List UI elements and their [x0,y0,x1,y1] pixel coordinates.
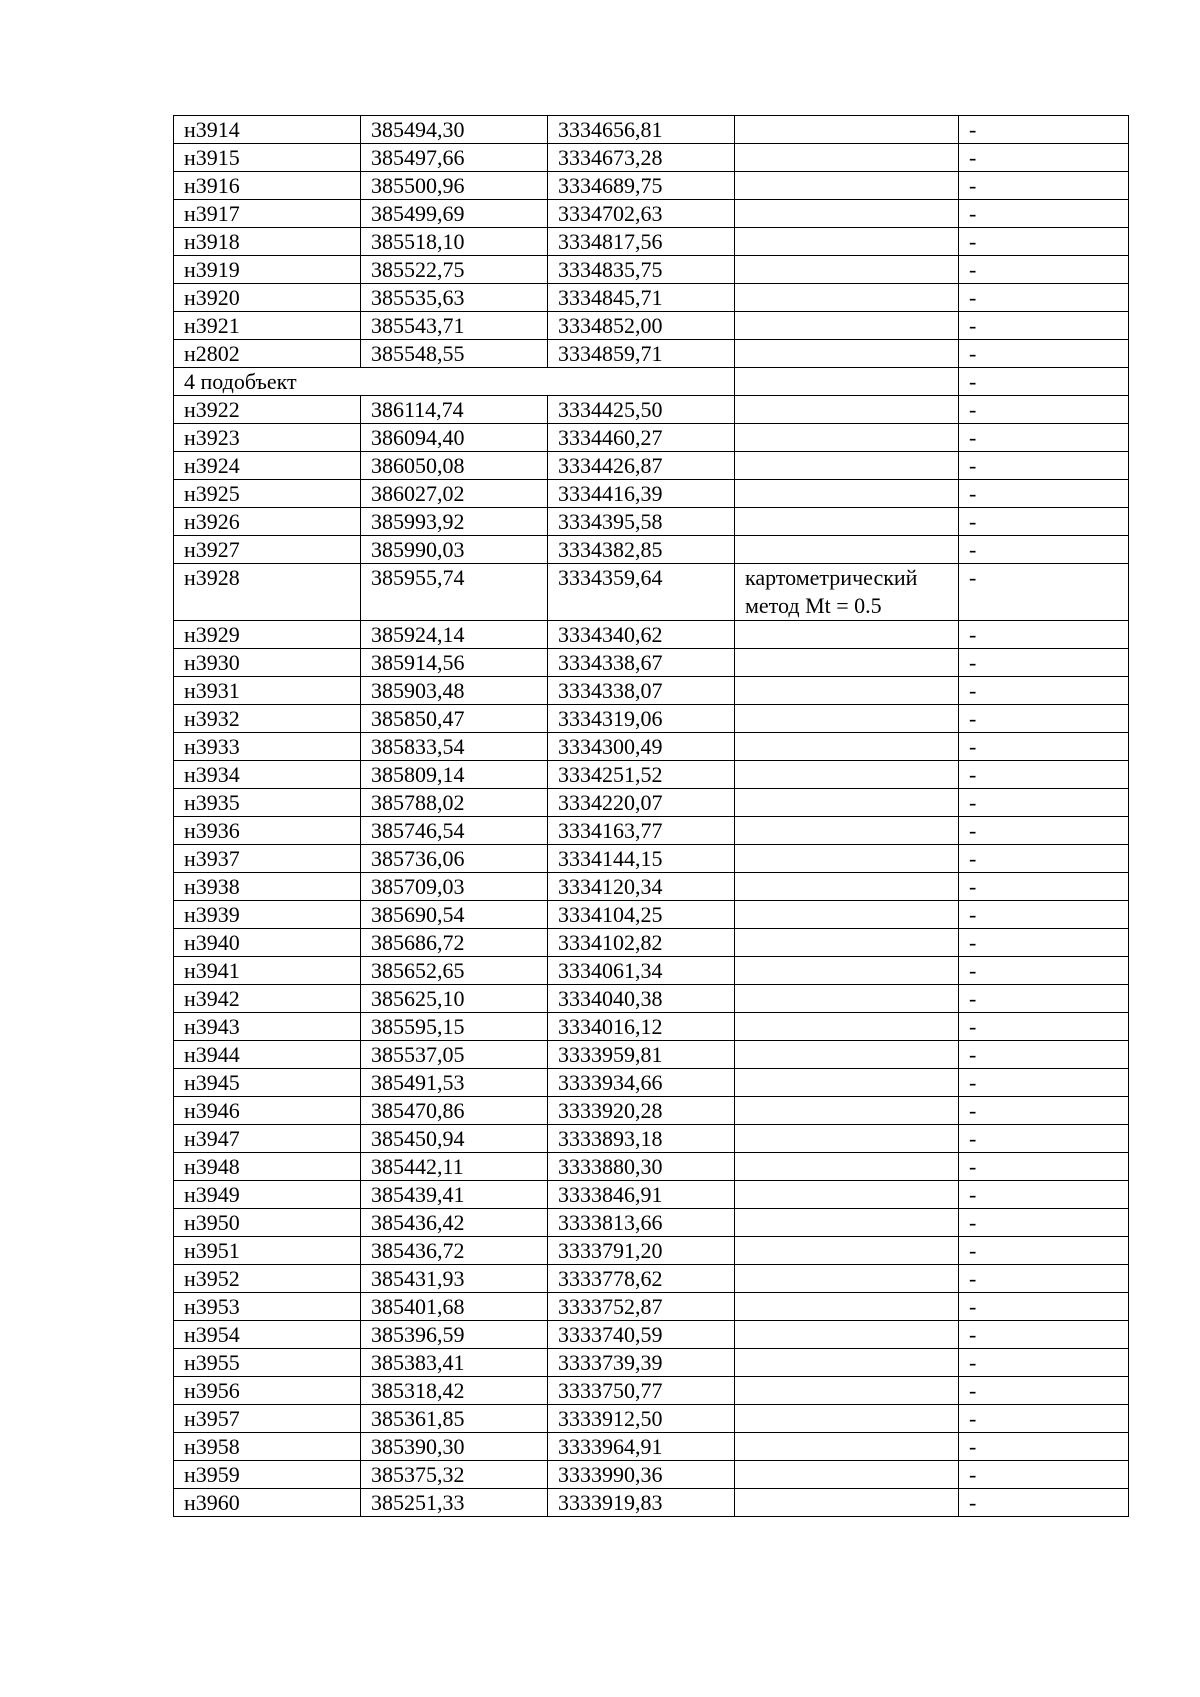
x-coordinate-cell: 385318,42 [361,1377,548,1405]
method-note-cell [735,172,959,200]
section-label-cell: 4 подобъект [174,368,735,396]
x-coordinate-cell: 385500,96 [361,172,548,200]
y-coordinate-cell: 3334144,15 [548,845,735,873]
point-name-cell: н3945 [174,1069,361,1097]
y-coordinate-cell: 3334460,27 [548,424,735,452]
x-coordinate-cell: 385390,30 [361,1433,548,1461]
table-row [174,1321,1129,1349]
x-coordinate-cell: 385522,75 [361,256,548,284]
point-name-cell: н3929 [174,621,361,649]
point-name-cell: н3954 [174,1321,361,1349]
method-note-cell [735,256,959,284]
y-coordinate-cell: 3333778,62 [548,1265,735,1293]
dash-cell: - [959,1293,1129,1321]
table-row [174,789,1129,817]
table-row [174,957,1129,985]
dash-cell: - [959,284,1129,312]
table-row [174,1153,1129,1181]
dash-cell: - [959,480,1129,508]
method-note-cell [735,480,959,508]
method-note-cell [735,144,959,172]
dash-cell: - [959,1405,1129,1433]
coordinates-table [173,115,1129,1517]
x-coordinate-cell: 386027,02 [361,480,548,508]
table-row [174,845,1129,873]
x-coordinate-cell: 385537,05 [361,1041,548,1069]
dash-cell: - [959,536,1129,564]
method-note-cell [735,1377,959,1405]
point-name-cell: н3947 [174,1125,361,1153]
x-coordinate-cell: 385543,71 [361,312,548,340]
method-note-cell [735,789,959,817]
method-note-cell [735,761,959,789]
x-coordinate-cell: 385361,85 [361,1405,548,1433]
x-coordinate-cell: 385548,55 [361,340,548,368]
dash-cell: - [959,452,1129,480]
point-name-cell: н3930 [174,649,361,677]
y-coordinate-cell: 3333739,39 [548,1349,735,1377]
method-note-cell [735,396,959,424]
dash-cell: - [959,116,1129,144]
method-note-cell [735,1349,959,1377]
method-note-cell [735,1237,959,1265]
method-note-cell [735,340,959,368]
y-coordinate-cell: 3334395,58 [548,508,735,536]
x-coordinate-cell: 385470,86 [361,1097,548,1125]
point-name-cell: н3935 [174,789,361,817]
x-coordinate-cell: 385595,15 [361,1013,548,1041]
table-row [174,733,1129,761]
x-coordinate-cell: 385491,53 [361,1069,548,1097]
point-name-cell: н3952 [174,1265,361,1293]
point-name-cell: н3934 [174,761,361,789]
table-row [174,1349,1129,1377]
y-coordinate-cell: 3334300,49 [548,733,735,761]
table-row [174,1069,1129,1097]
table-row [174,228,1129,256]
y-coordinate-cell: 3333912,50 [548,1405,735,1433]
table-row [174,284,1129,312]
y-coordinate-cell: 3333813,66 [548,1209,735,1237]
table-row [174,424,1129,452]
dash-cell: - [959,564,1129,621]
dash-cell: - [959,1377,1129,1405]
y-coordinate-cell: 3333964,91 [548,1433,735,1461]
point-name-cell: н3914 [174,116,361,144]
x-coordinate-cell: 385494,30 [361,116,548,144]
y-coordinate-cell: 3334859,71 [548,340,735,368]
y-coordinate-cell: 3333740,59 [548,1321,735,1349]
method-note-cell [735,957,959,985]
x-coordinate-cell: 385746,54 [361,817,548,845]
table-row [174,1013,1129,1041]
table-row [174,340,1129,368]
dash-cell: - [959,1321,1129,1349]
y-coordinate-cell: 3334852,00 [548,312,735,340]
dash-cell: - [959,1461,1129,1489]
table-row [174,677,1129,705]
dash-cell: - [959,901,1129,929]
x-coordinate-cell: 385788,02 [361,789,548,817]
y-coordinate-cell: 3333919,83 [548,1489,735,1517]
table-row [174,452,1129,480]
dash-cell: - [959,1125,1129,1153]
x-coordinate-cell: 385383,41 [361,1349,548,1377]
table-row [174,873,1129,901]
table-row [174,1237,1129,1265]
y-coordinate-cell: 3334338,07 [548,677,735,705]
x-coordinate-cell: 385690,54 [361,901,548,929]
method-note-cell [735,649,959,677]
y-coordinate-cell: 3334104,25 [548,901,735,929]
dash-cell: - [959,1041,1129,1069]
method-note-cell [735,1265,959,1293]
method-note-cell [735,1069,959,1097]
dash-cell: - [959,172,1129,200]
point-name-cell: н3921 [174,312,361,340]
dash-cell: - [959,845,1129,873]
dash-cell: - [959,1349,1129,1377]
y-coordinate-cell: 3334040,38 [548,985,735,1013]
table-row [174,1293,1129,1321]
point-name-cell: н3931 [174,677,361,705]
dash-cell: - [959,368,1129,396]
point-name-cell: н2802 [174,340,361,368]
dash-cell: - [959,424,1129,452]
x-coordinate-cell: 385914,56 [361,649,548,677]
method-note-cell [735,508,959,536]
table-row [174,1041,1129,1069]
point-name-cell: н3924 [174,452,361,480]
table-row [174,508,1129,536]
y-coordinate-cell: 3334163,77 [548,817,735,845]
table-row [174,985,1129,1013]
x-coordinate-cell: 385652,65 [361,957,548,985]
point-name-cell: н3946 [174,1097,361,1125]
point-name-cell: н3927 [174,536,361,564]
dash-cell: - [959,1097,1129,1125]
point-name-cell: н3933 [174,733,361,761]
method-note-cell [735,536,959,564]
point-name-cell: н3950 [174,1209,361,1237]
point-name-cell: н3923 [174,424,361,452]
x-coordinate-cell: 385993,92 [361,508,548,536]
method-note-cell [735,1293,959,1321]
table-row [174,312,1129,340]
x-coordinate-cell: 385709,03 [361,873,548,901]
x-coordinate-cell: 385450,94 [361,1125,548,1153]
dash-cell: - [959,929,1129,957]
y-coordinate-cell: 3334016,12 [548,1013,735,1041]
x-coordinate-cell: 385497,66 [361,144,548,172]
y-coordinate-cell: 3334689,75 [548,172,735,200]
y-coordinate-cell: 3334817,56 [548,228,735,256]
dash-cell: - [959,1265,1129,1293]
point-name-cell: н3919 [174,256,361,284]
x-coordinate-cell: 385850,47 [361,705,548,733]
point-name-cell: н3918 [174,228,361,256]
table-row [174,1433,1129,1461]
x-coordinate-cell: 385833,54 [361,733,548,761]
point-name-cell: н3941 [174,957,361,985]
dash-cell: - [959,761,1129,789]
y-coordinate-cell: 3333959,81 [548,1041,735,1069]
point-name-cell: н3932 [174,705,361,733]
table-row [174,116,1129,144]
method-note-cell [735,452,959,480]
method-note-cell [735,424,959,452]
method-note-cell [735,901,959,929]
x-coordinate-cell: 385499,69 [361,200,548,228]
y-coordinate-cell: 3334220,07 [548,789,735,817]
method-note-cell [735,284,959,312]
method-note-cell [735,677,959,705]
method-note-cell [735,985,959,1013]
table-row [174,761,1129,789]
method-note-cell [735,817,959,845]
dash-cell: - [959,200,1129,228]
method-note-cell [735,1125,959,1153]
method-note-cell [735,200,959,228]
x-coordinate-cell: 386114,74 [361,396,548,424]
y-coordinate-cell: 3334251,52 [548,761,735,789]
point-name-cell: н3944 [174,1041,361,1069]
method-note-cell [735,1097,959,1125]
dash-cell: - [959,1181,1129,1209]
y-coordinate-cell: 3334656,81 [548,116,735,144]
method-note-cell [735,1321,959,1349]
point-name-cell: н3951 [174,1237,361,1265]
point-name-cell: н3948 [174,1153,361,1181]
dash-cell: - [959,340,1129,368]
point-name-cell: н3917 [174,200,361,228]
method-note-cell [735,705,959,733]
table-row [174,1181,1129,1209]
x-coordinate-cell: 385903,48 [361,677,548,705]
point-name-cell: н3925 [174,480,361,508]
dash-cell: - [959,1153,1129,1181]
table-row [174,1489,1129,1517]
y-coordinate-cell: 3334673,28 [548,144,735,172]
dash-cell: - [959,677,1129,705]
method-note-cell [735,845,959,873]
x-coordinate-cell: 385396,59 [361,1321,548,1349]
x-coordinate-cell: 385535,63 [361,284,548,312]
method-note-cell [735,1153,959,1181]
x-coordinate-cell: 385431,93 [361,1265,548,1293]
y-coordinate-cell: 3334835,75 [548,256,735,284]
y-coordinate-cell: 3334340,62 [548,621,735,649]
y-coordinate-cell: 3334061,34 [548,957,735,985]
point-name-cell: н3957 [174,1405,361,1433]
table-row [174,649,1129,677]
dash-cell: - [959,1069,1129,1097]
point-name-cell: н3940 [174,929,361,957]
x-coordinate-cell: 385401,68 [361,1293,548,1321]
x-coordinate-cell: 385375,32 [361,1461,548,1489]
method-note-cell [735,1405,959,1433]
dash-cell: - [959,957,1129,985]
table-row [174,396,1129,424]
method-note-cell [735,1461,959,1489]
table-row [174,564,1129,621]
y-coordinate-cell: 3333791,20 [548,1237,735,1265]
y-coordinate-cell: 3333920,28 [548,1097,735,1125]
method-note-cell [735,1489,959,1517]
point-name-cell: н3955 [174,1349,361,1377]
dash-cell: - [959,1013,1129,1041]
y-coordinate-cell: 3334426,87 [548,452,735,480]
point-name-cell: н3943 [174,1013,361,1041]
y-coordinate-cell: 3333750,77 [548,1377,735,1405]
table-row [174,1377,1129,1405]
x-coordinate-cell: 385436,72 [361,1237,548,1265]
table-row [174,256,1129,284]
point-name-cell: н3958 [174,1433,361,1461]
point-name-cell: н3920 [174,284,361,312]
table-row [174,1461,1129,1489]
method-note-cell [735,873,959,901]
x-coordinate-cell: 385442,11 [361,1153,548,1181]
x-coordinate-cell: 385251,33 [361,1489,548,1517]
table-row [174,536,1129,564]
table-row [174,901,1129,929]
x-coordinate-cell: 385955,74 [361,564,548,621]
point-name-cell: н3959 [174,1461,361,1489]
point-name-cell: н3936 [174,817,361,845]
y-coordinate-cell: 3334845,71 [548,284,735,312]
point-name-cell: н3939 [174,901,361,929]
point-name-cell: н3938 [174,873,361,901]
x-coordinate-cell: 385736,06 [361,845,548,873]
dash-cell: - [959,396,1129,424]
table-row [174,705,1129,733]
table-row [174,817,1129,845]
point-name-cell: н3915 [174,144,361,172]
dash-cell: - [959,256,1129,284]
dash-cell: - [959,789,1129,817]
method-note-cell [735,228,959,256]
y-coordinate-cell: 3333990,36 [548,1461,735,1489]
x-coordinate-cell: 386050,08 [361,452,548,480]
point-name-cell: н3926 [174,508,361,536]
method-note-cell [735,621,959,649]
dash-cell: - [959,1489,1129,1517]
y-coordinate-cell: 3333934,66 [548,1069,735,1097]
dash-cell: - [959,705,1129,733]
table-row [174,929,1129,957]
x-coordinate-cell: 385436,42 [361,1209,548,1237]
dash-cell: - [959,1209,1129,1237]
x-coordinate-cell: 385518,10 [361,228,548,256]
dash-cell: - [959,733,1129,761]
x-coordinate-cell: 385625,10 [361,985,548,1013]
y-coordinate-cell: 3333752,87 [548,1293,735,1321]
method-note-cell [735,929,959,957]
method-note-cell [735,1041,959,1069]
y-coordinate-cell: 3334319,06 [548,705,735,733]
dash-cell: - [959,228,1129,256]
point-name-cell: н3916 [174,172,361,200]
x-coordinate-cell: 385990,03 [361,536,548,564]
dash-cell: - [959,312,1129,340]
table-row [174,1125,1129,1153]
y-coordinate-cell: 3334425,50 [548,396,735,424]
y-coordinate-cell: 3333893,18 [548,1125,735,1153]
table-row [174,621,1129,649]
x-coordinate-cell: 385924,14 [361,621,548,649]
y-coordinate-cell: 3334382,85 [548,536,735,564]
dash-cell: - [959,508,1129,536]
point-name-cell: н3942 [174,985,361,1013]
point-name-cell: н3960 [174,1489,361,1517]
dash-cell: - [959,621,1129,649]
coordinates-table-body [174,116,1129,1517]
method-note-cell [735,312,959,340]
point-name-cell: н3928 [174,564,361,621]
method-note-cell [735,1181,959,1209]
dash-cell: - [959,144,1129,172]
x-coordinate-cell: 385809,14 [361,761,548,789]
dash-cell: - [959,873,1129,901]
x-coordinate-cell: 385439,41 [361,1181,548,1209]
table-row [174,172,1129,200]
method-note-cell [735,733,959,761]
table-row [174,480,1129,508]
table-row [174,1405,1129,1433]
y-coordinate-cell: 3334359,64 [548,564,735,621]
dash-cell: - [959,817,1129,845]
dash-cell: - [959,649,1129,677]
y-coordinate-cell: 3334338,67 [548,649,735,677]
table-row [174,144,1129,172]
point-name-cell: н3956 [174,1377,361,1405]
method-note-cell [735,116,959,144]
point-name-cell: н3953 [174,1293,361,1321]
section-row [174,368,1129,396]
method-note-cell: картометрический метод Mt = 0.5 [735,564,959,621]
method-note-cell [735,1013,959,1041]
point-name-cell: н3949 [174,1181,361,1209]
table-row [174,1265,1129,1293]
method-note-cell [735,368,959,396]
x-coordinate-cell: 386094,40 [361,424,548,452]
y-coordinate-cell: 3334702,63 [548,200,735,228]
dash-cell: - [959,1433,1129,1461]
point-name-cell: н3937 [174,845,361,873]
y-coordinate-cell: 3334120,34 [548,873,735,901]
table-row [174,1209,1129,1237]
dash-cell: - [959,985,1129,1013]
table-row [174,200,1129,228]
method-note-cell [735,1433,959,1461]
method-note-cell [735,1209,959,1237]
y-coordinate-cell: 3334416,39 [548,480,735,508]
x-coordinate-cell: 385686,72 [361,929,548,957]
point-name-cell: н3922 [174,396,361,424]
y-coordinate-cell: 3333846,91 [548,1181,735,1209]
dash-cell: - [959,1237,1129,1265]
table-row [174,1097,1129,1125]
y-coordinate-cell: 3333880,30 [548,1153,735,1181]
y-coordinate-cell: 3334102,82 [548,929,735,957]
